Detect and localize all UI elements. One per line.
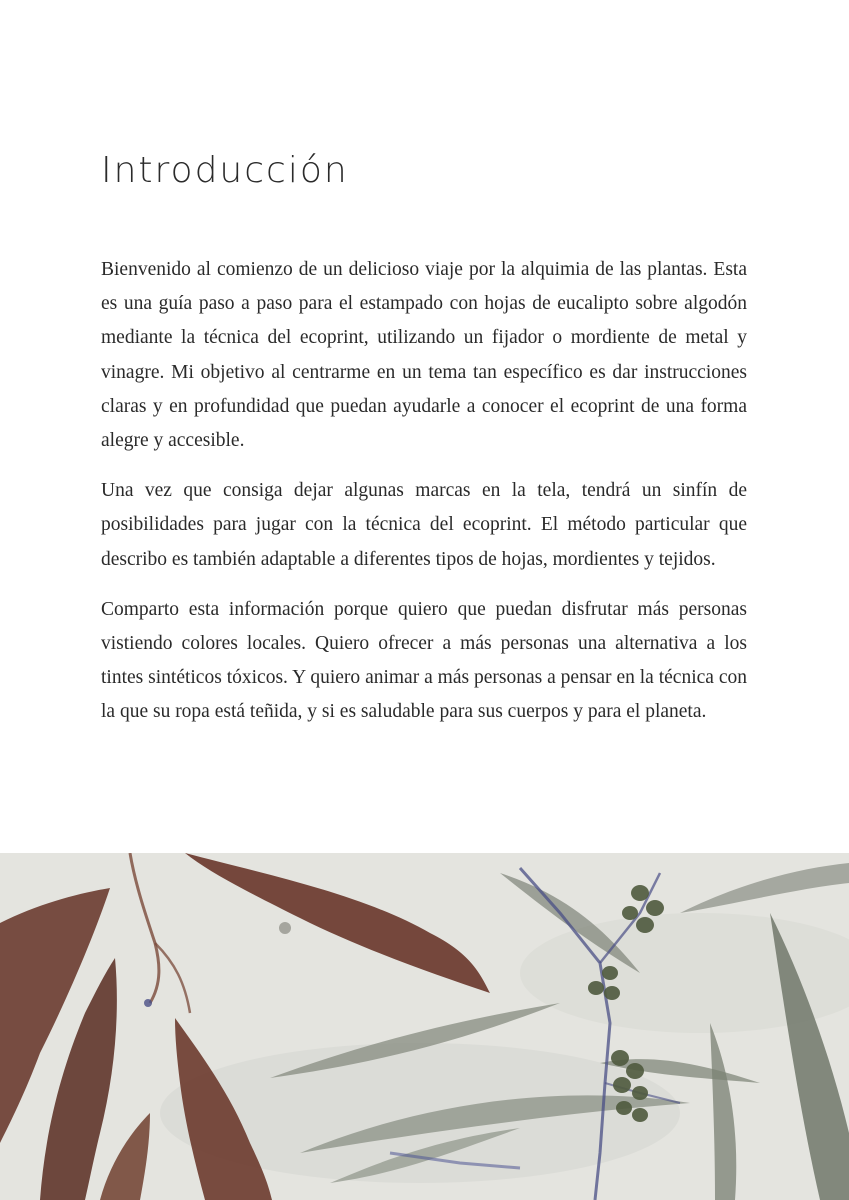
- intro-paragraph-1: Bienvenido al comienzo de un delicioso viaje por la alquimia de las plantas. Esta es una guía paso a paso para el estampado con hojas de eucalipto sobre algodón mediante la técnica del ecoprint, utilizando un fijador o mordiente de metal y vinagre. Mi objetivo al centrarme en un tema tan específico es dar instrucciones claras y en profundidad que puedan ayudarle a conocer el ecoprint de una forma alegre y accesible.: [101, 259, 747, 452]
- body-text: [101, 253, 747, 746]
- ecoprint-leaves-illustration: [0, 853, 849, 1200]
- intro-paragraph-3: Comparto esta información porque quiero que puedan disfrutar más personas vistiendo colores locales. Quiero ofrecer a más personas una alternativa a los tintes sintéticos tóxicos. Y quiero animar a más personas a pensar en la técnica con la que su ropa está teñida, y si es saludable para sus cuerpos y para el planeta.: [101, 598, 747, 723]
- indigo-spot: [144, 999, 152, 1007]
- ecoprint-fabric-photo: [0, 853, 849, 1200]
- grey-spot: [279, 922, 291, 934]
- page-title: Introducción: [101, 150, 349, 191]
- intro-paragraph-2: Una vez que consiga dejar algunas marcas en la tela, tendrá un sinfín de posibilidades para jugar con la técnica del ecoprint. El método particular que describo es también adaptable a diferentes tipos de hojas, mordientes y tejidos.: [101, 480, 747, 570]
